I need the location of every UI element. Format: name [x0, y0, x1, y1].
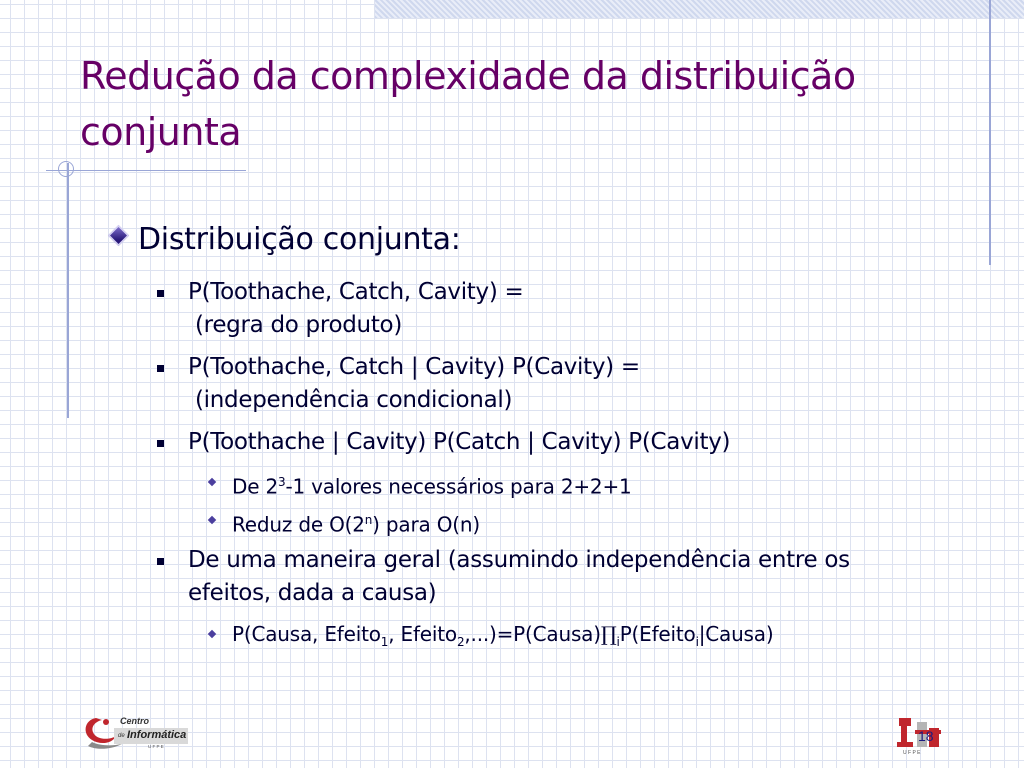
values-prefix: De 2 — [232, 474, 278, 499]
square-bullet-icon — [157, 440, 164, 447]
list-item-line1: P(Toothache | Cavity) P(Catch | Cavity) P(Cavity) — [188, 429, 731, 455]
list-item — [157, 276, 523, 342]
list-item-line2: (regra do produto) — [188, 312, 402, 338]
reduz-superscript: n — [364, 513, 373, 527]
list-item-line1: De uma maneira geral (assumindo independência entre os — [188, 547, 850, 573]
square-bullet-icon — [157, 558, 164, 565]
svg-text:de: de — [118, 733, 125, 739]
centro-de-informatica-logo — [82, 710, 190, 752]
formula: P(Causa, Efeito$_1$, $Efeito_2,...)=P(Causa)\prod_iP(Efeito_i|Causa)$ — [232, 622, 774, 649]
list-item — [157, 426, 730, 459]
reduz-prefix: Reduz de O(2 — [232, 512, 365, 537]
svg-text:U F P E: U F P E — [903, 750, 921, 756]
list-item-line1: P(Toothache, Catch | Cavity) P(Cavity) = — [188, 354, 640, 380]
page-number: 18 — [918, 728, 934, 744]
sub-list-item — [208, 620, 773, 656]
diamond-bullet-icon — [108, 225, 130, 247]
svg-text:Informática: Informática — [127, 729, 187, 741]
list-item-line2: efeitos, dada a causa) — [188, 580, 437, 606]
list-item — [157, 544, 850, 610]
reduz-suffix: ) para O(n) — [372, 512, 480, 537]
heading-bullet — [108, 222, 461, 257]
svg-text:Centro: Centro — [120, 716, 149, 726]
square-bullet-icon — [157, 365, 164, 372]
heading-text: Distribuição conjunta: — [138, 222, 461, 257]
values-suffix: -1 valores necessários para 2+2+1 — [285, 474, 632, 499]
sub-list-item — [208, 468, 632, 501]
list-item-line2: (independência condicional) — [188, 387, 513, 413]
list-item-line1: P(Toothache, Catch, Cavity) = — [188, 279, 524, 305]
svg-text:U F P E: U F P E — [148, 744, 164, 749]
square-bullet-icon — [157, 290, 164, 297]
slide-title: Redução da complexidade da distribuição conjunta — [80, 54, 856, 154]
values-superscript: 3 — [278, 475, 286, 489]
product-symbol: ∏ — [600, 622, 617, 646]
sub-list-item — [208, 506, 480, 539]
list-item — [157, 351, 640, 417]
